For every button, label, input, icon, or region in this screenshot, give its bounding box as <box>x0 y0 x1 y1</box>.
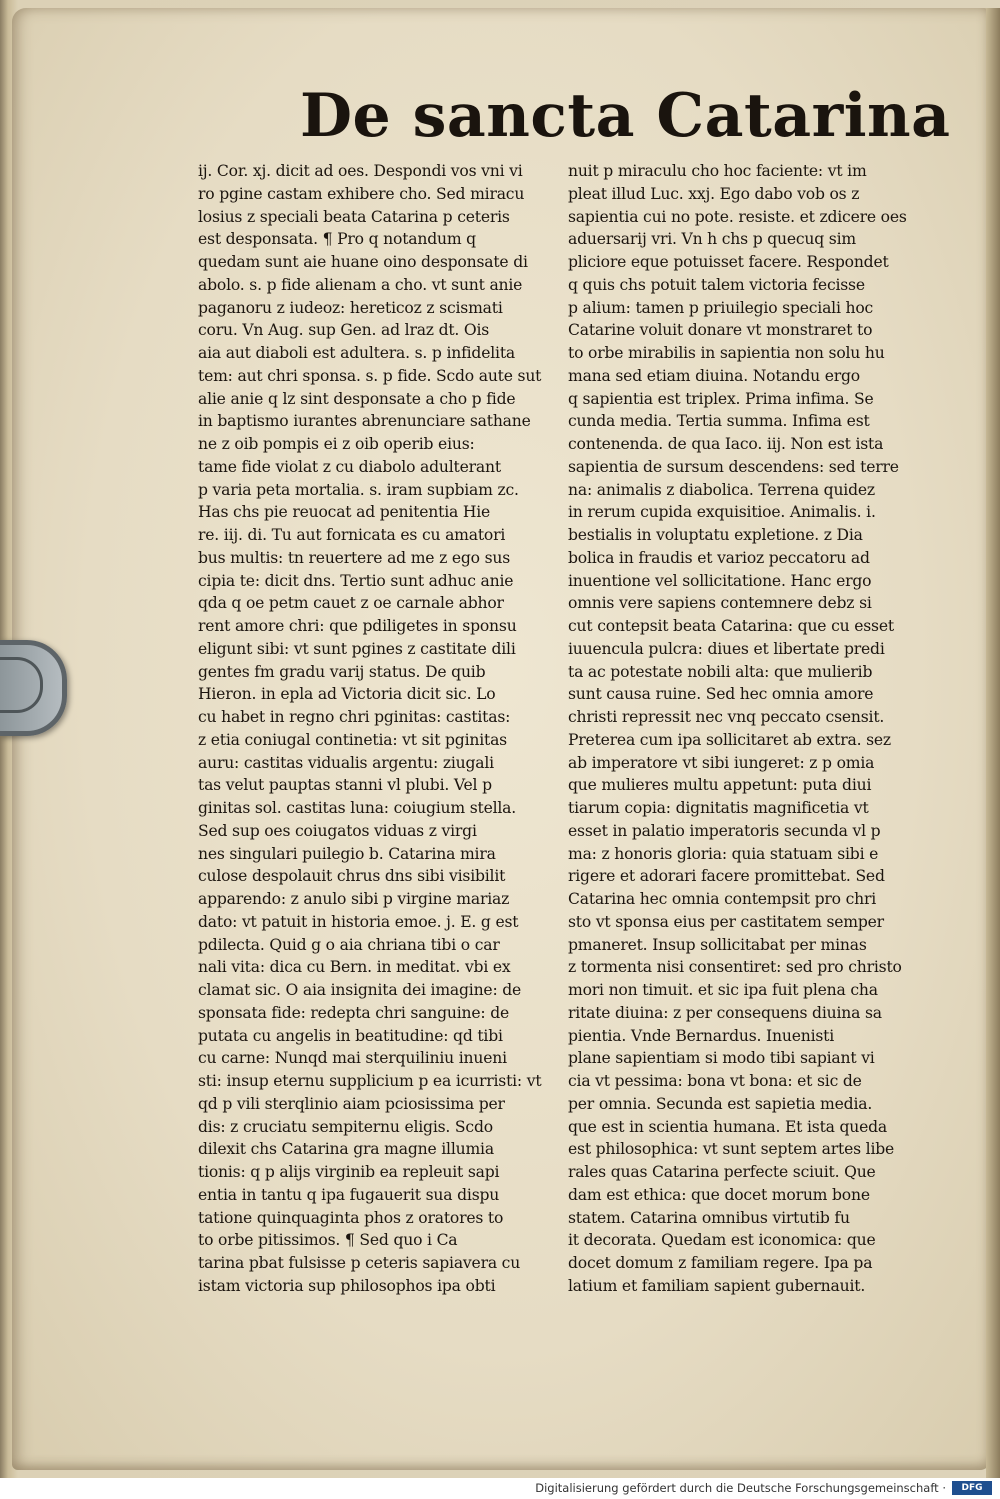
text-line: nes singulari puilegio b. Catarina mira <box>198 844 496 863</box>
text-line: ta ac potestate nobili alta: que mulierib <box>568 662 873 681</box>
text-line: est philosophica: vt sunt septem artes libe <box>568 1140 895 1159</box>
text-line: istam victoria sup philosophos ipa obti <box>198 1276 496 1295</box>
text-line: tame fide violat z cu diabolo adulterant <box>198 457 501 476</box>
text-line: clamat sic. O aia insignita dei imagine: de <box>198 981 522 999</box>
text-line: esset in palatio imperatoris secunda vl p <box>568 821 881 840</box>
text-line: culose despolauit chrus dns sibi visibilit <box>198 867 506 886</box>
text-line: statem. Catarina omnibus virtutib fu <box>568 1208 850 1227</box>
text-line: na: animalis z diabolica. Terrena quidez <box>568 480 875 499</box>
text-line: losius z speciali beata Catarina p ceteris <box>198 207 510 226</box>
text-line: bestialis in voluptatu expletione. z Dia <box>568 526 863 544</box>
text-line: putata cu angelis in beatitudine: qd tibi <box>198 1026 503 1045</box>
text-line: cu habet in regno chri pginitas: castitas: <box>198 708 511 726</box>
text-line: ginitas sol. castitas luna: coiugium stella. <box>198 799 517 817</box>
text-line: ne z oib pompis ei z oib operib eius: <box>198 435 475 453</box>
text-line: tionis: q p alijs virginib ea repleuit sapi <box>198 1163 500 1181</box>
text-line: z etia coniugal continetia: vt sit pginitas <box>198 730 507 749</box>
text-line: to orbe mirabilis in sapientia non solu hu <box>568 344 885 362</box>
text-line: christi repressit nec vnq peccato csensit. <box>568 708 885 726</box>
text-line: sto vt sponsa eius per castitatem semper <box>568 912 884 931</box>
text-line: rales quas Catarina perfecte sciuit. Que <box>568 1163 876 1181</box>
text-line: entia in tantu q ipa fugauerit sua dispu <box>198 1185 500 1204</box>
text-line: ij. Cor. xj. dicit ad oes. Despondi vos vni vi <box>198 162 523 180</box>
text-line: tarina pbat fulsisse p ceteris sapiavera cu <box>198 1254 521 1272</box>
text-line: rigere et adorari facere promittebat. Sed <box>568 867 885 886</box>
text-line: qda q oe petm cauet z oe carnale abhor <box>198 594 504 613</box>
left-text-column <box>198 160 568 1298</box>
text-line: eligunt sibi: vt sunt pgines z castitate dili <box>198 639 516 658</box>
text-line: que est in scientia humana. Et ista queda <box>568 1117 888 1136</box>
text-line: to orbe pitissimos. ¶ Sed quo i Ca <box>198 1231 458 1250</box>
text-line: sunt causa ruine. Sed hec omnia amore <box>568 685 874 704</box>
text-line: rent amore chri: que pdiligetes in sponsu <box>198 617 517 635</box>
text-line: per omnia. Secunda est sapietia media. <box>568 1094 873 1113</box>
text-line: sponsata fide: redepta chri sanguine: de <box>198 1003 510 1022</box>
text-line: in baptismo iurantes abrenunciare sathane <box>198 412 531 431</box>
text-line: est desponsata. ¶ Pro q notandum q <box>198 230 476 249</box>
text-line: ma: z honoris gloria: quia statuam sibi e <box>568 844 879 863</box>
text-line: mori non timuit. et sic ipa fuit plena cha <box>568 981 878 999</box>
text-line: nuit p miraculu cho hoc faciente: vt im <box>568 162 867 180</box>
text-line: z tormenta nisi consentiret: sed pro christo <box>568 958 902 977</box>
page-title: De sancta Catarina <box>300 81 951 151</box>
text-line: dam est ethica: que docet morum bone <box>568 1185 870 1204</box>
text-line: tem: aut chri sponsa. s. p fide. Scdo aute sut <box>198 366 542 385</box>
text-line: pdilecta. Quid g o aia chriana tibi o car <box>198 935 500 954</box>
text-line: p varia peta mortalia. s. iram supbiam zc. <box>198 480 519 499</box>
text-line: alie anie q lz sint desponsate a cho p fide <box>198 389 516 408</box>
text-line: nali vita: dica cu Bern. in meditat. vbi ex <box>198 958 511 977</box>
text-line: docet domum z familiam regere. Ipa pa <box>568 1254 873 1272</box>
text-line: Hieron. in epla ad Victoria dicit sic. Lo <box>198 685 496 704</box>
text-line: sapientia cui no pote. resiste. et zdicere oes <box>568 207 907 226</box>
text-line: apparendo: z anulo sibi p virgine mariaz <box>198 890 510 908</box>
text-line: que mulieres multu appetunt: puta diui <box>568 776 872 795</box>
text-line: Sed sup oes coiugatos viduas z virgi <box>198 821 477 840</box>
text-line: pleat illud Luc. xxj. Ego dabo vob os z <box>568 184 860 203</box>
text-line: it decorata. Quedam est iconomica: que <box>568 1231 876 1250</box>
text-line: aia aut diaboli est adultera. s. p infidelita <box>198 344 515 362</box>
text-line: omnis vere sapiens contemnere debz si <box>568 594 872 613</box>
text-line: sti: insup eternu supplicium p ea icurristi: vt <box>198 1072 542 1090</box>
dfg-logo: DFG <box>952 1481 992 1495</box>
text-line: qd p vili sterqlinio aiam pciosissima per <box>198 1094 505 1113</box>
text-line: pliciore eque potuisset facere. Respondet <box>568 253 889 271</box>
page-edge <box>986 8 1000 1478</box>
text-line: Catarina hec omnia contempsit pro chri <box>568 890 876 908</box>
text-line: latium et familiam sapient gubernauit. <box>568 1276 866 1295</box>
text-line: sapientia de sursum descendens: sed terre <box>568 457 899 476</box>
text-line: ritate diuina: z per consequens diuina sa <box>568 1003 882 1022</box>
text-line: quedam sunt aie huane oino desponsate di <box>198 253 528 271</box>
text-line: cia vt pessima: bona vt bona: et sic de <box>568 1072 862 1090</box>
text-line: Preterea cum ipa sollicitaret ab extra. sez <box>568 730 891 749</box>
text-line: dato: vt patuit in historia emoe. j. E. g est <box>198 912 519 931</box>
text-line: inuentione vel sollicitatione. Hanc ergo <box>568 571 872 590</box>
text-line: dilexit chs Catarina gra magne illumia <box>198 1140 494 1159</box>
text-line: tas velut pauptas stanni vl plubi. Vel p <box>198 776 492 795</box>
text-line: coru. Vn Aug. sup Gen. ad lraz dt. Ois <box>198 321 490 340</box>
text-line: q sapientia est triplex. Prima infima. Se <box>568 389 874 408</box>
footer-credit: Digitalisierung gefördert durch die Deutsche Forschungsgemeinschaft · <box>535 1481 946 1495</box>
text-line: mana sed etiam diuina. Notandu ergo <box>568 366 860 385</box>
text-line: q quis chs potuit talem victoria fecisse <box>568 275 865 294</box>
text-line: tiarum copia: dignitatis magnificetia vt <box>568 799 869 817</box>
text-line: ab imperatore vt sibi iungeret: z p omia <box>568 753 875 772</box>
text-line: aduersarij vri. Vn h chs p quecuq sim <box>568 230 856 249</box>
text-line: plane sapientiam si modo tibi sapiant vi <box>568 1049 875 1068</box>
text-line: dis: z cruciatu sempiternu eligis. Scdo <box>198 1117 493 1136</box>
text-line: Catarine voluit donare vt monstraret to <box>568 321 873 340</box>
text-line: auru: castitas vidualis argentu: ziugali <box>198 753 494 772</box>
text-line: cunda media. Tertia summa. Infima est <box>568 412 870 431</box>
text-line: ro pgine castam exhibere cho. Sed miracu <box>198 184 525 203</box>
text-line: bus multis: tn reuertere ad me z ego sus <box>198 548 511 567</box>
text-line: paganoru z iudeoz: hereticoz z scismati <box>198 298 503 317</box>
text-line: cipia te: dicit dns. Tertio sunt adhuc anie <box>198 571 514 590</box>
text-line: iuuencula pulcra: diues et libertate predi <box>568 639 885 658</box>
text-line: abolo. s. p fide alienam a cho. vt sunt anie <box>198 275 523 294</box>
text-line: cut contepsit beata Catarina: que cu esset <box>568 617 894 635</box>
text-line: in rerum cupida exquisitioe. Animalis. i. <box>568 503 876 522</box>
text-line: gentes fm gradu varij status. De quib <box>198 662 486 681</box>
text-line: re. iij. di. Tu aut fornicata es cu amatori <box>198 526 506 544</box>
text-line: pmaneret. Insup sollicitabat per minas <box>568 935 867 954</box>
text-line: contenenda. de qua Iaco. iij. Non est ista <box>568 435 884 453</box>
text-line: p alium: tamen p priuilegio speciali hoc <box>568 298 874 317</box>
right-text-column <box>568 160 938 1298</box>
text-line: Has chs pie reuocat ad penitentia Hie <box>198 503 491 522</box>
text-line: tatione quinquaginta phos z oratores to <box>198 1208 504 1227</box>
text-line: pientia. Vnde Bernardus. Inuenisti <box>568 1026 835 1045</box>
text-line: cu carne: Nunqd mai sterquiliniu inueni <box>198 1049 507 1068</box>
text-line: bolica in fraudis et varioz peccatoru ad <box>568 548 870 567</box>
